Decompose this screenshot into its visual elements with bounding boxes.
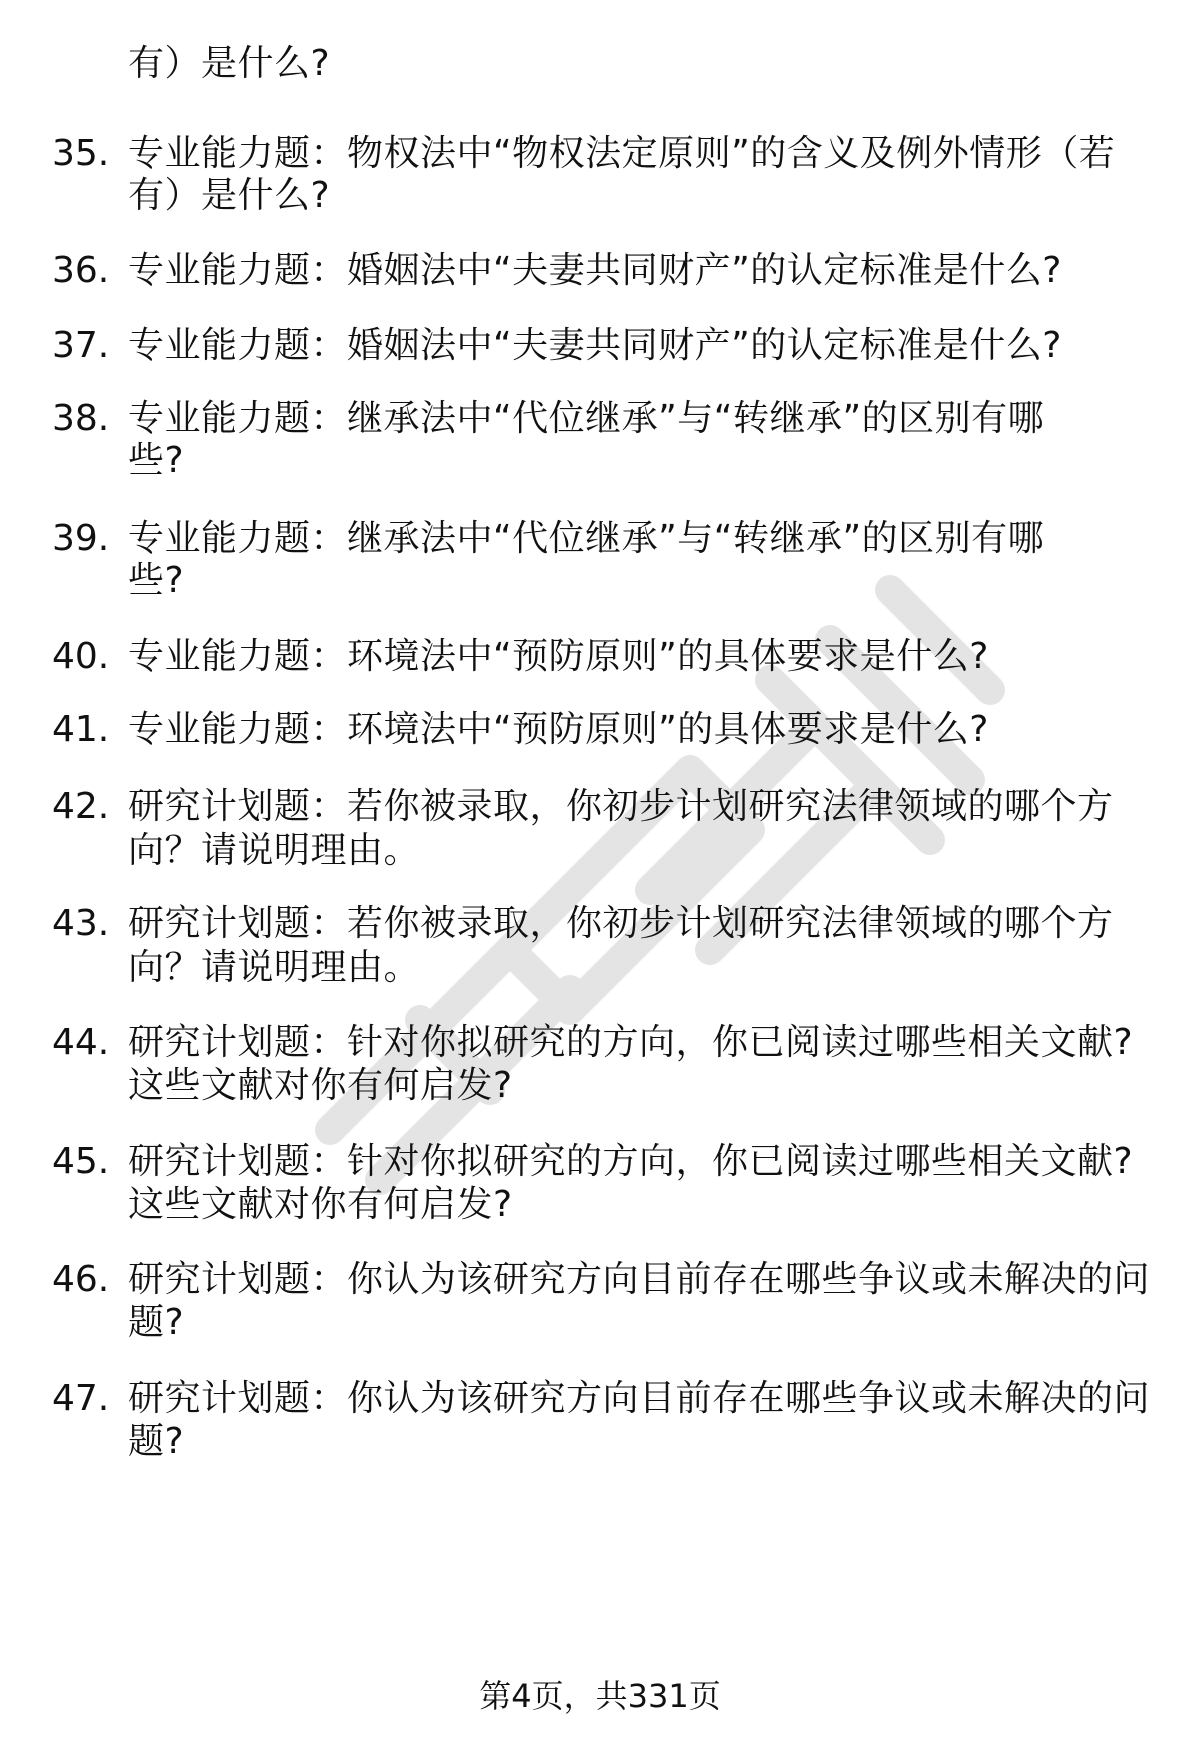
question-text: 些? — [128, 560, 185, 601]
question-text: 研究计划题：针对你拟研究的方向，你已阅读过哪些相关文献? — [128, 1022, 1134, 1063]
question-text: 研究计划题：若你被录取，你初步计划研究法律领域的哪个方 — [128, 786, 1114, 827]
question-text: 些? — [128, 440, 185, 481]
question-number: 40. — [52, 636, 110, 677]
question-text: 有）是什么? — [128, 175, 331, 216]
question-number: 43. — [52, 903, 110, 944]
question-number: 39. — [52, 518, 110, 559]
question-text: 专业能力题：环境法中“预防原则”的具体要求是什么? — [128, 636, 989, 677]
question-text: 专业能力题：继承法中“代位继承”与“转继承”的区别有哪 — [128, 518, 1045, 559]
question-text: 专业能力题：环境法中“预防原则”的具体要求是什么? — [128, 709, 989, 750]
question-text: 题? — [128, 1302, 185, 1343]
question-text: 向？请说明理由。 — [128, 947, 421, 988]
question-number: 47. — [52, 1378, 110, 1419]
question-text: 这些文献对你有何启发? — [128, 1184, 513, 1225]
question-number: 44. — [52, 1022, 110, 1063]
question-text: 研究计划题：你认为该研究方向目前存在哪些争议或未解决的问 — [128, 1259, 1151, 1300]
question-text: 这些文献对你有何启发? — [128, 1065, 513, 1106]
question-number: 41. — [52, 709, 110, 750]
question-number: 36. — [52, 250, 110, 291]
question-number: 38. — [52, 398, 110, 439]
question-text: 专业能力题：婚姻法中“夫妻共同财产”的认定标准是什么? — [128, 325, 1062, 366]
page-footer: 第4页，共331页 — [479, 1677, 721, 1715]
question-number: 46. — [52, 1259, 110, 1300]
continuation-line: 有）是什么? — [128, 43, 331, 84]
question-text: 专业能力题：物权法中“物权法定原则”的含义及例外情形（若 — [128, 133, 1116, 174]
question-text: 研究计划题：你认为该研究方向目前存在哪些争议或未解决的问 — [128, 1378, 1151, 1419]
question-number: 35. — [52, 133, 110, 174]
question-text: 向？请说明理由。 — [128, 830, 421, 871]
question-text: 题? — [128, 1421, 185, 1462]
question-text: 研究计划题：针对你拟研究的方向，你已阅读过哪些相关文献? — [128, 1141, 1134, 1182]
question-text: 专业能力题：婚姻法中“夫妻共同财产”的认定标准是什么? — [128, 250, 1062, 291]
question-text: 研究计划题：若你被录取，你初步计划研究法律领域的哪个方 — [128, 903, 1114, 944]
question-text: 专业能力题：继承法中“代位继承”与“转继承”的区别有哪 — [128, 398, 1045, 439]
question-number: 45. — [52, 1141, 110, 1182]
question-number: 37. — [52, 325, 110, 366]
question-number: 42. — [52, 786, 110, 827]
